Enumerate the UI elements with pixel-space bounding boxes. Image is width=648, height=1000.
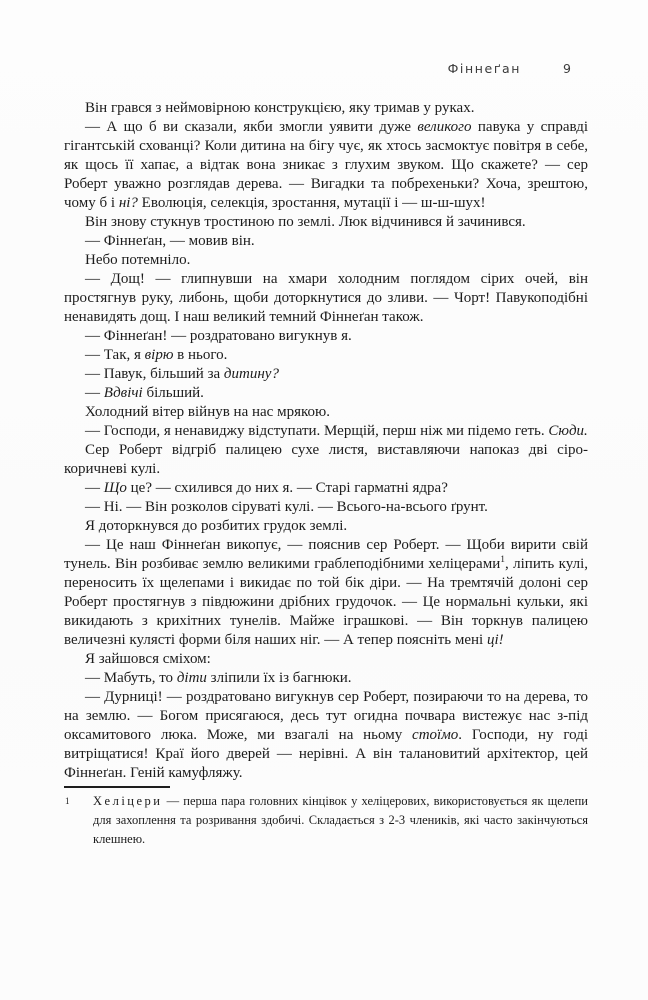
text-run: — Мабуть, то bbox=[85, 670, 177, 686]
paragraph bbox=[64, 270, 588, 327]
text-run: Сер Роберт відгріб палицею сухе листя, виставляючи напоказ дві сіро-коричневі кулі. bbox=[64, 442, 588, 477]
italic-run: стоїмо bbox=[412, 727, 459, 743]
text-run: — Фіннеґан! — роздратовано вигукнув я. bbox=[85, 328, 352, 344]
text-run: Він грався з неймовірною конструкцією, яку тримав у руках. bbox=[85, 100, 475, 116]
text-run: — Дощ! — глипнувши на хмари холодним поглядом сірих очей, він простягнув руку, либонь, щоби доторкнутися до зливи. — Чорт! Павукоподібні ненавидять дощ. І наш великий темний Фіннеґан також. bbox=[64, 271, 588, 325]
text-run: Еволюція, селекція, зростання, мутації і — ш-ш-шух! bbox=[137, 195, 486, 211]
footnote-separator bbox=[64, 786, 170, 788]
italic-run: Сюди. bbox=[548, 423, 588, 439]
italic-run: ні? bbox=[118, 195, 138, 211]
text-run: . Господи, ну годі витріщатися! Краї його дверей — нерівні. А він талановитий архітектор, цей Фіннеґан. Геній камуфляжу. bbox=[64, 727, 589, 781]
paragraph bbox=[64, 498, 588, 517]
text-run: Я зайшовся сміхом: bbox=[85, 651, 211, 667]
text-block bbox=[64, 99, 588, 849]
paragraph bbox=[64, 251, 588, 270]
running-header bbox=[64, 61, 588, 76]
text-run: павука у справді гігантській схованці? Коли дитина на бігу чує, як хтось засмоктує повітря в себе, як щось її хапає, а відтак вона зникає з глухим звуком. Що скажете? — сер Роберт уважно розглядав дерева. — Вигадки та побрехеньки? Хоча, зрештою, чому б і bbox=[64, 119, 588, 211]
running-title: Фіннеґан bbox=[447, 61, 522, 76]
text-run: зліпили їх із багнюки. bbox=[206, 670, 352, 686]
text-run: — Дурниці! — роздратовано вигукнув сер Роберт, позираючи то на дерева, то на землю. — Богом присягаюся, десь тут огидна почвара вистежує нас з-під оксамитового люка. Може, ми взагалі на ньому bbox=[64, 689, 588, 743]
text-run: , ліпить кулі, переносить їх щелепами і викидає по той бік діри. — На тремтячій долоні сер Роберт простягнув з півдюжини дрібних грудочок. — Це нормальні кульки, які викидають з крихітних тунелів. Майже іграшкові. — Він торкнув палицею величезні кулясті форми біля наших ніг. — А тепер поясніть мені bbox=[64, 556, 588, 648]
italic-run: вірю bbox=[144, 347, 174, 363]
text-run: — Господи, я ненавиджу відступати. Мерщій, перш ніж ми підемо геть. bbox=[85, 423, 549, 439]
paragraph bbox=[64, 365, 588, 384]
italic-run: дитину? bbox=[223, 366, 279, 382]
paragraph bbox=[64, 422, 588, 441]
paragraph bbox=[64, 213, 588, 232]
text-run: Хеліцери bbox=[93, 794, 163, 808]
text-run: — перша пара головних кінцівок у хеліцерових, використовується як щелепи для захоплення та розривання здобичі. Складається з 2-3 члеників, які часто закінчуються клешнею. bbox=[93, 794, 588, 846]
text-run: — bbox=[85, 385, 104, 401]
footnote-marker: 1 bbox=[65, 796, 70, 806]
footnote-reference: 1 bbox=[500, 555, 505, 565]
page-number: 9 bbox=[563, 61, 572, 76]
footnote bbox=[64, 792, 588, 849]
paragraph bbox=[64, 327, 588, 346]
italic-run: ці! bbox=[486, 632, 504, 648]
footnote-text bbox=[93, 794, 588, 846]
text-run: — Фіннеґан, — мовив він. bbox=[85, 233, 255, 249]
text-run: — Павук, більший за bbox=[85, 366, 224, 382]
paragraph bbox=[64, 384, 588, 403]
paragraph bbox=[64, 346, 588, 365]
text-run: — bbox=[85, 480, 104, 496]
text-run: Він знову стукнув тростиною по землі. Люк відчинився й зачинився. bbox=[85, 214, 526, 230]
paragraph bbox=[64, 403, 588, 422]
italic-run: великого bbox=[417, 119, 472, 135]
body-text bbox=[64, 99, 588, 783]
italic-run: Вдвічі bbox=[103, 385, 143, 401]
text-run: — А що б ви сказали, якби змогли уявити дуже bbox=[85, 119, 418, 135]
paragraph bbox=[64, 688, 588, 783]
paragraph bbox=[64, 536, 588, 650]
italic-run: Що bbox=[103, 480, 127, 496]
text-run: Небо потемніло. bbox=[85, 252, 191, 268]
text-run: — Ні. — Він розколов сіруваті кулі. — Всього-на-всього ґрунт. bbox=[85, 499, 488, 515]
paragraph bbox=[64, 479, 588, 498]
paragraph bbox=[64, 650, 588, 669]
paragraph bbox=[64, 517, 588, 536]
text-run: більший. bbox=[142, 385, 204, 401]
paragraph bbox=[64, 441, 588, 479]
text-run: — Так, я bbox=[85, 347, 145, 363]
paragraph bbox=[64, 118, 588, 213]
paragraph bbox=[64, 669, 588, 688]
text-run: в нього. bbox=[173, 347, 228, 363]
text-run: це? — схилився до них я. — Старі гарматні ядра? bbox=[126, 480, 448, 496]
text-run: Холодний вітер війнув на нас мрякою. bbox=[85, 404, 330, 420]
italic-run: діти bbox=[176, 670, 207, 686]
text-run: Я доторкнувся до розбитих грудок землі. bbox=[85, 518, 348, 534]
paragraph bbox=[64, 99, 588, 118]
text-run: — Це наш Фіннеґан викопує, — пояснив сер Роберт. — Щоби вирити свій тунель. Він розбиває землю великими граблеподібними хеліцерами bbox=[64, 537, 588, 572]
paragraph bbox=[64, 232, 588, 251]
